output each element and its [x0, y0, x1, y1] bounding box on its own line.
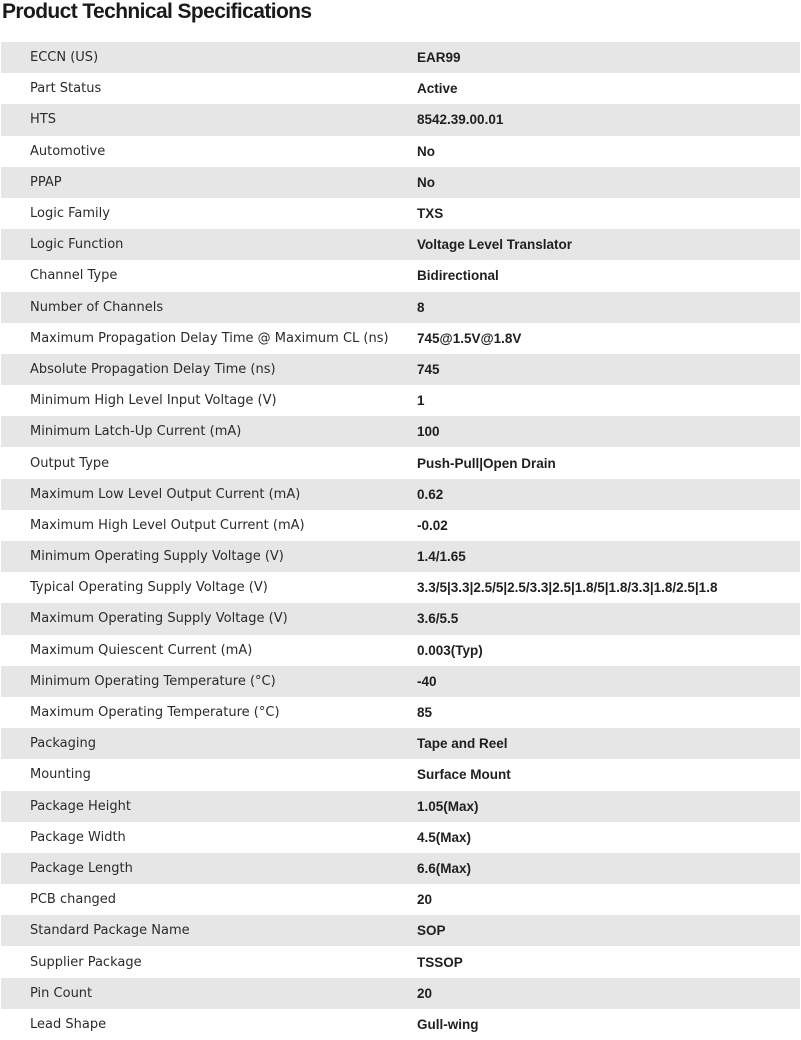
- spec-row: [1, 978, 800, 1009]
- spec-row: [1, 666, 800, 697]
- spec-row: [1, 791, 800, 822]
- spec-row: [1, 728, 800, 759]
- spec-label: Maximum Low Level Output Current (mA): [30, 486, 301, 502]
- spec-row: [1, 292, 800, 323]
- spec-value: No: [417, 143, 435, 159]
- spec-row: [1, 167, 800, 198]
- spec-value: -40: [417, 673, 437, 689]
- spec-label: Number of Channels: [30, 299, 164, 315]
- spec-value: 1: [417, 393, 425, 409]
- spec-label: Package Width: [30, 829, 126, 845]
- spec-row: [1, 73, 800, 104]
- spec-label: PPAP: [30, 174, 62, 190]
- spec-label: Lead Shape: [30, 1016, 107, 1032]
- spec-label: PCB changed: [30, 892, 117, 908]
- specifications-table-body: [1, 42, 800, 1040]
- spec-row: [1, 635, 800, 666]
- spec-label: Absolute Propagation Delay Time (ns): [30, 361, 276, 377]
- spec-label: Packaging: [30, 736, 96, 752]
- spec-label: Standard Package Name: [30, 923, 190, 939]
- spec-label: Logic Family: [30, 206, 110, 222]
- spec-row: [1, 354, 800, 385]
- spec-row: [1, 104, 800, 135]
- spec-row: [1, 1009, 800, 1040]
- specifications-table: [1, 42, 800, 1040]
- spec-label: Minimum Latch-Up Current (mA): [30, 424, 242, 440]
- spec-value: Voltage Level Translator: [417, 237, 573, 253]
- spec-value: 6.6(Max): [417, 860, 472, 876]
- spec-label: Maximum High Level Output Current (mA): [30, 517, 305, 533]
- spec-value: -0.02: [417, 517, 448, 533]
- spec-row: [1, 479, 800, 510]
- spec-label: Minimum Operating Temperature (°C): [30, 673, 276, 689]
- spec-value: Gull-wing: [417, 1016, 479, 1032]
- spec-label: Minimum Operating Supply Voltage (V): [30, 549, 284, 565]
- spec-row: [1, 541, 800, 572]
- spec-label: ECCN (US): [30, 50, 99, 66]
- spec-row: [1, 884, 800, 915]
- spec-label: Channel Type: [30, 268, 118, 284]
- spec-label: Maximum Propagation Delay Time @ Maximum CL (ns): [30, 330, 389, 346]
- spec-row: [1, 946, 800, 977]
- spec-row: [1, 42, 800, 73]
- spec-row: [1, 323, 800, 354]
- spec-value: Bidirectional: [417, 268, 499, 284]
- spec-value: EAR99: [417, 50, 461, 66]
- spec-value: TSSOP: [417, 954, 463, 970]
- spec-label: Typical Operating Supply Voltage (V): [30, 580, 268, 596]
- spec-value: TXS: [417, 206, 444, 222]
- spec-value: 3.6/5.5: [417, 611, 459, 627]
- spec-value: 3.3/5|3.3|2.5/5|2.5/3.3|2.5|1.8/5|1.8/3.3|1.8/2.5|1.8: [417, 580, 718, 596]
- spec-value: 0.62: [417, 486, 444, 502]
- spec-row: [1, 229, 800, 260]
- spec-row: [1, 572, 800, 603]
- spec-label: Part Status: [30, 81, 102, 97]
- spec-row: [1, 822, 800, 853]
- spec-row: [1, 416, 800, 447]
- spec-row: [1, 853, 800, 884]
- spec-row: [1, 915, 800, 946]
- spec-value: No: [417, 174, 435, 190]
- spec-label: Output Type: [30, 455, 110, 471]
- spec-value: Tape and Reel: [417, 736, 508, 752]
- spec-label: Logic Function: [30, 237, 124, 253]
- spec-value: 745: [417, 361, 440, 377]
- spec-row: [1, 385, 800, 416]
- spec-row: [1, 510, 800, 541]
- spec-row: [1, 447, 800, 478]
- spec-value: 1.4/1.65: [417, 549, 466, 565]
- spec-label: HTS: [30, 112, 56, 128]
- spec-label: Mounting: [30, 767, 91, 783]
- spec-row: [1, 697, 800, 728]
- spec-label: Supplier Package: [30, 954, 142, 970]
- spec-row: [1, 759, 800, 790]
- spec-value: Push-Pull|Open Drain: [417, 455, 556, 471]
- spec-label: Maximum Operating Supply Voltage (V): [30, 611, 288, 627]
- spec-label: Automotive: [30, 143, 106, 159]
- spec-value: Surface Mount: [417, 767, 511, 783]
- spec-value: SOP: [417, 923, 446, 939]
- spec-value: 745@1.5V@1.8V: [417, 330, 522, 346]
- spec-value: 85: [417, 705, 433, 721]
- spec-label: Maximum Operating Temperature (°C): [30, 705, 280, 721]
- spec-row: [1, 198, 800, 229]
- spec-value: Active: [417, 81, 458, 97]
- spec-value: 0.003(Typ): [417, 642, 483, 658]
- page-title: Product Technical Specifications: [2, 0, 312, 23]
- spec-value: 20: [417, 892, 433, 908]
- spec-value: 20: [417, 985, 433, 1001]
- spec-label: Pin Count: [30, 985, 93, 1001]
- spec-row: [1, 260, 800, 291]
- spec-value: 1.05(Max): [417, 798, 479, 814]
- spec-value: 4.5(Max): [417, 829, 472, 845]
- spec-row: [1, 136, 800, 167]
- spec-value: 8: [417, 299, 425, 315]
- spec-value: 100: [417, 424, 440, 440]
- spec-label: Minimum High Level Input Voltage (V): [30, 393, 277, 409]
- spec-value: 8542.39.00.01: [417, 112, 504, 128]
- spec-label: Package Length: [30, 860, 133, 876]
- spec-label: Maximum Quiescent Current (mA): [30, 642, 253, 658]
- spec-label: Package Height: [30, 798, 131, 814]
- spec-row: [1, 603, 800, 634]
